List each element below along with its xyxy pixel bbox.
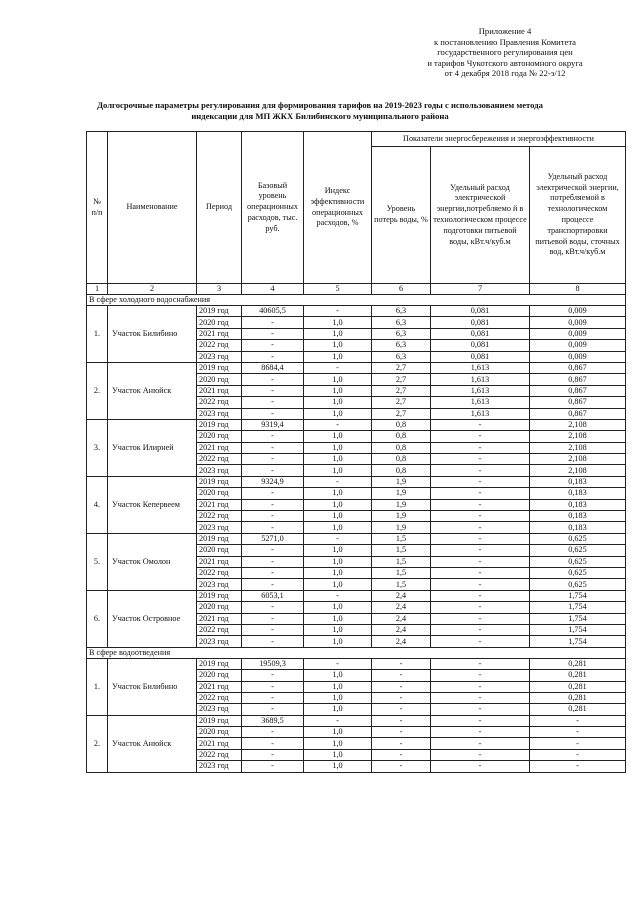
site-name: Участок Илирней [108,419,197,476]
base-costs-cell: - [242,624,304,635]
efficiency-index-cell: 1,0 [304,454,372,465]
water-loss-cell: 2,7 [372,374,431,385]
base-costs-cell: - [242,738,304,749]
base-costs-cell: - [242,465,304,476]
base-costs-cell: - [242,431,304,442]
water-loss-cell: - [372,692,431,703]
period-cell: 2021 год [197,385,242,396]
period-cell: 2021 год [197,738,242,749]
energy-drinking-cell: 1,613 [431,397,530,408]
appendix-line: государственного регулирования цен [437,47,573,58]
efficiency-index-cell: - [304,715,372,726]
period-cell: 2022 год [197,692,242,703]
energy-transport-cell: 0,009 [530,306,626,317]
period-cell: 2023 год [197,579,242,590]
energy-transport-cell: - [530,761,626,772]
energy-drinking-cell: - [431,636,530,647]
energy-transport-cell: 0,867 [530,397,626,408]
water-loss-cell: 2,4 [372,602,431,613]
period-cell: 2021 год [197,556,242,567]
site-name: Участок Островное [108,590,197,647]
water-loss-cell: - [372,704,431,715]
column-number: 4 [242,284,304,295]
water-loss-cell: 1,5 [372,533,431,544]
water-loss-cell: 1,5 [372,545,431,556]
period-cell: 2023 год [197,351,242,362]
period-cell: 2019 год [197,533,242,544]
energy-drinking-cell: - [431,499,530,510]
water-loss-cell: 2,4 [372,624,431,635]
efficiency-index-cell: 1,0 [304,567,372,578]
efficiency-index-cell: 1,0 [304,442,372,453]
water-loss-cell: 1,9 [372,488,431,499]
column-number: 3 [197,284,242,295]
efficiency-index-cell: 1,0 [304,545,372,556]
site-name: Участок Билибино [108,306,197,363]
water-loss-cell: 1,5 [372,567,431,578]
water-loss-cell: 0,8 [372,465,431,476]
water-loss-cell: 2,4 [372,636,431,647]
site-number: 3. [87,419,108,476]
energy-transport-cell: 0,625 [530,533,626,544]
section-header-row [87,295,626,306]
site-number: 2. [87,362,108,419]
column-number: 7 [431,284,530,295]
table-row [87,658,626,669]
base-costs-cell: - [242,385,304,396]
water-loss-cell: 6,3 [372,340,431,351]
energy-transport-cell: 2,108 [530,465,626,476]
column-number: 6 [372,284,431,295]
efficiency-index-cell: - [304,476,372,487]
base-costs-cell: - [242,681,304,692]
column-number: 1 [87,284,108,295]
efficiency-index-cell: 1,0 [304,761,372,772]
water-loss-cell: 6,3 [372,351,431,362]
base-costs-cell: - [242,442,304,453]
efficiency-index-cell: 1,0 [304,385,372,396]
section-title: В сфере холодного водоснабжения [87,295,626,306]
energy-drinking-cell: 0,081 [431,306,530,317]
energy-drinking-cell: - [431,738,530,749]
energy-drinking-cell: - [431,692,530,703]
header-name: Наименование [108,132,197,284]
base-costs-cell: - [242,522,304,533]
base-costs-cell: - [242,579,304,590]
appendix-block [400,26,610,79]
base-costs-cell: - [242,692,304,703]
period-cell: 2023 год [197,761,242,772]
energy-drinking-cell: - [431,454,530,465]
energy-drinking-cell: - [431,488,530,499]
base-costs-cell: - [242,340,304,351]
table-row [87,533,626,544]
period-cell: 2023 год [197,465,242,476]
site-name: Участок Кепервеем [108,476,197,533]
energy-transport-cell: 1,754 [530,624,626,635]
appendix-line: от 4 декабря 2018 года № 22-э/12 [444,68,566,79]
base-costs-cell: - [242,545,304,556]
energy-transport-cell: 0,281 [530,704,626,715]
water-loss-cell: 6,3 [372,306,431,317]
energy-transport-cell: 0,867 [530,408,626,419]
efficiency-index-cell: 1,0 [304,340,372,351]
energy-drinking-cell: - [431,442,530,453]
water-loss-cell: 1,9 [372,522,431,533]
base-costs-cell: 6053,1 [242,590,304,601]
water-loss-cell: 2,7 [372,385,431,396]
site-name: Участок Анюйск [108,362,197,419]
efficiency-index-cell: 1,0 [304,602,372,613]
header-water-loss: Уровень потерь воды, % [372,147,431,284]
water-loss-cell: - [372,715,431,726]
efficiency-index-cell: 1,0 [304,328,372,339]
energy-transport-cell: 0,183 [530,522,626,533]
energy-drinking-cell: - [431,511,530,522]
energy-transport-cell: - [530,749,626,760]
period-cell: 2020 год [197,670,242,681]
column-number: 2 [108,284,197,295]
energy-transport-cell: 0,183 [530,499,626,510]
energy-transport-cell: 0,625 [530,545,626,556]
base-costs-cell: 8684,4 [242,362,304,373]
water-loss-cell: 1,9 [372,476,431,487]
energy-drinking-cell: - [431,681,530,692]
energy-drinking-cell: - [431,727,530,738]
water-loss-cell: 0,8 [372,454,431,465]
title-line: индексации для МП ЖКХ Билибинского муниципального района [191,110,449,121]
appendix-line: к постановлению Правления Комитета [433,36,576,47]
energy-drinking-cell: - [431,465,530,476]
water-loss-cell: 2,4 [372,590,431,601]
energy-drinking-cell: - [431,567,530,578]
energy-transport-cell: 2,108 [530,454,626,465]
energy-transport-cell: 2,108 [530,431,626,442]
column-numbers-row [87,284,626,295]
base-costs-cell: 19509,3 [242,658,304,669]
header-energy-group: Показатели энергосбережения и энергоэффективности [372,132,626,147]
energy-transport-cell: 0,281 [530,692,626,703]
energy-transport-cell: 0,625 [530,567,626,578]
base-costs-cell: - [242,613,304,624]
energy-transport-cell: 0,009 [530,328,626,339]
energy-transport-cell: 0,009 [530,340,626,351]
energy-transport-cell: 0,867 [530,374,626,385]
table-row [87,590,626,601]
efficiency-index-cell: 1,0 [304,488,372,499]
site-number: 1. [87,306,108,363]
period-cell: 2020 год [197,545,242,556]
efficiency-index-cell: 1,0 [304,408,372,419]
energy-transport-cell: 0,183 [530,476,626,487]
appendix-line: Приложение 4 [478,26,532,36]
energy-drinking-cell: - [431,613,530,624]
water-loss-cell: - [372,681,431,692]
base-costs-cell: - [242,351,304,362]
period-cell: 2019 год [197,715,242,726]
water-loss-cell: - [372,738,431,749]
site-number: 2. [87,715,108,772]
efficiency-index-cell: 1,0 [304,738,372,749]
water-loss-cell: 0,8 [372,419,431,430]
efficiency-index-cell: 1,0 [304,636,372,647]
efficiency-index-cell: 1,0 [304,579,372,590]
energy-drinking-cell: 0,081 [431,317,530,328]
column-number: 8 [530,284,626,295]
base-costs-cell: - [242,397,304,408]
energy-drinking-cell: - [431,579,530,590]
energy-transport-cell: 0,281 [530,681,626,692]
period-cell: 2020 год [197,317,242,328]
water-loss-cell: 1,9 [372,511,431,522]
efficiency-index-cell: 1,0 [304,351,372,362]
water-loss-cell: 2,7 [372,362,431,373]
efficiency-index-cell: 1,0 [304,522,372,533]
energy-drinking-cell: - [431,476,530,487]
period-cell: 2023 год [197,522,242,533]
energy-drinking-cell: - [431,761,530,772]
efficiency-index-cell: 1,0 [304,670,372,681]
energy-drinking-cell: 0,081 [431,351,530,362]
period-cell: 2023 год [197,636,242,647]
period-cell: 2021 год [197,442,242,453]
period-cell: 2021 год [197,499,242,510]
water-loss-cell: 1,9 [372,499,431,510]
table-row [87,715,626,726]
base-costs-cell: 3689,5 [242,715,304,726]
efficiency-index-cell: 1,0 [304,692,372,703]
efficiency-index-cell: 1,0 [304,317,372,328]
site-number: 6. [87,590,108,647]
efficiency-index-cell: - [304,590,372,601]
header-num: № п/п [87,132,108,284]
period-cell: 2020 год [197,431,242,442]
period-cell: 2023 год [197,704,242,715]
base-costs-cell: - [242,499,304,510]
period-cell: 2020 год [197,488,242,499]
efficiency-index-cell: - [304,362,372,373]
site-name: Участок Анюйск [108,715,197,772]
energy-transport-cell: 0,867 [530,362,626,373]
energy-drinking-cell: 1,613 [431,374,530,385]
water-loss-cell: - [372,658,431,669]
energy-transport-cell: 0,625 [530,579,626,590]
header-energy-transport: Удельный расход электрической энергии, потребляемой в технологическом процессе транспортировки питьевой воды, сточных вод, кВт.ч/куб.м [530,147,626,284]
base-costs-cell: 40605,5 [242,306,304,317]
energy-drinking-cell: - [431,533,530,544]
energy-drinking-cell: 1,613 [431,385,530,396]
document-title [78,100,562,121]
base-costs-cell: - [242,636,304,647]
energy-transport-cell: 1,754 [530,602,626,613]
section-title: В сфере водоотведения [87,647,626,658]
period-cell: 2021 год [197,681,242,692]
period-cell: 2023 год [197,408,242,419]
water-loss-cell: 2,4 [372,613,431,624]
water-loss-cell: 2,7 [372,397,431,408]
period-cell: 2022 год [197,624,242,635]
energy-drinking-cell: - [431,602,530,613]
water-loss-cell: - [372,727,431,738]
period-cell: 2020 год [197,374,242,385]
water-loss-cell: 6,3 [372,328,431,339]
energy-transport-cell: 1,754 [530,590,626,601]
table-row [87,476,626,487]
energy-transport-cell: 1,754 [530,636,626,647]
energy-drinking-cell: - [431,590,530,601]
period-cell: 2019 год [197,306,242,317]
water-loss-cell: - [372,761,431,772]
energy-transport-cell: 0,009 [530,351,626,362]
energy-drinking-cell: - [431,749,530,760]
water-loss-cell: 0,8 [372,431,431,442]
period-cell: 2022 год [197,397,242,408]
header-efficiency-index: Индекс эффективности операционных расходов, % [304,132,372,284]
table-row [87,419,626,430]
period-cell: 2019 год [197,362,242,373]
base-costs-cell: - [242,727,304,738]
efficiency-index-cell: 1,0 [304,556,372,567]
efficiency-index-cell: 1,0 [304,431,372,442]
title-line: Долгосрочные параметры регулирования для формирования тарифов на 2019-2023 годы с использованием метода [97,100,543,110]
energy-drinking-cell: 1,613 [431,362,530,373]
energy-transport-cell: 0,867 [530,385,626,396]
energy-drinking-cell: 0,081 [431,328,530,339]
site-number: 4. [87,476,108,533]
energy-transport-cell: 0,281 [530,670,626,681]
period-cell: 2019 год [197,476,242,487]
period-cell: 2019 год [197,658,242,669]
column-number: 5 [304,284,372,295]
energy-transport-cell: 2,108 [530,442,626,453]
energy-transport-cell: 1,754 [530,613,626,624]
base-costs-cell: 9324,9 [242,476,304,487]
base-costs-cell: - [242,556,304,567]
base-costs-cell: - [242,488,304,499]
energy-drinking-cell: - [431,545,530,556]
base-costs-cell: 9319,4 [242,419,304,430]
water-loss-cell: 0,8 [372,442,431,453]
site-name: Участок Билибино [108,658,197,715]
header-energy-drinking: Удельный расход электрической энергии,потребляемо й в технологическом процессе подготовки питьевой воды, кВт.ч/куб.м [431,147,530,284]
energy-transport-cell: 0,183 [530,511,626,522]
efficiency-index-cell: - [304,658,372,669]
period-cell: 2020 год [197,727,242,738]
efficiency-index-cell: 1,0 [304,613,372,624]
period-cell: 2022 год [197,511,242,522]
water-loss-cell: - [372,670,431,681]
base-costs-cell: - [242,328,304,339]
energy-transport-cell: - [530,738,626,749]
site-number: 1. [87,658,108,715]
efficiency-index-cell: - [304,306,372,317]
period-cell: 2021 год [197,613,242,624]
base-costs-cell: - [242,408,304,419]
efficiency-index-cell: 1,0 [304,704,372,715]
water-loss-cell: 2,7 [372,408,431,419]
base-costs-cell: - [242,761,304,772]
efficiency-index-cell: 1,0 [304,624,372,635]
section-header-row [87,647,626,658]
base-costs-cell: - [242,317,304,328]
table-row [87,362,626,373]
appendix-line: и тарифов Чукотского автономного округа [427,57,583,68]
energy-drinking-cell: 0,081 [431,340,530,351]
period-cell: 2019 год [197,590,242,601]
efficiency-index-cell: 1,0 [304,511,372,522]
energy-transport-cell: - [530,715,626,726]
period-cell: 2022 год [197,567,242,578]
energy-drinking-cell: - [431,431,530,442]
parameters-table [86,131,626,773]
water-loss-cell: 1,5 [372,579,431,590]
efficiency-index-cell: 1,0 [304,499,372,510]
water-loss-cell: 6,3 [372,317,431,328]
efficiency-index-cell: 1,0 [304,749,372,760]
period-cell: 2020 год [197,602,242,613]
base-costs-cell: - [242,602,304,613]
efficiency-index-cell: 1,0 [304,397,372,408]
energy-transport-cell: - [530,727,626,738]
base-costs-cell: - [242,670,304,681]
efficiency-index-cell: 1,0 [304,374,372,385]
site-number: 5. [87,533,108,590]
period-cell: 2019 год [197,419,242,430]
header-period: Период [197,132,242,284]
energy-drinking-cell: - [431,658,530,669]
efficiency-index-cell: 1,0 [304,681,372,692]
base-costs-cell: - [242,454,304,465]
energy-drinking-cell: - [431,419,530,430]
base-costs-cell: - [242,749,304,760]
base-costs-cell: 5271,0 [242,533,304,544]
water-loss-cell: - [372,749,431,760]
efficiency-index-cell: 1,0 [304,465,372,476]
energy-transport-cell: 0,009 [530,317,626,328]
base-costs-cell: - [242,704,304,715]
table-row [87,306,626,317]
energy-drinking-cell: 1,613 [431,408,530,419]
energy-drinking-cell: - [431,624,530,635]
efficiency-index-cell: - [304,419,372,430]
energy-transport-cell: 0,281 [530,658,626,669]
energy-transport-cell: 0,625 [530,556,626,567]
energy-drinking-cell: - [431,556,530,567]
water-loss-cell: 1,5 [372,556,431,567]
efficiency-index-cell: - [304,533,372,544]
efficiency-index-cell: 1,0 [304,727,372,738]
energy-drinking-cell: - [431,704,530,715]
energy-drinking-cell: - [431,670,530,681]
period-cell: 2022 год [197,340,242,351]
period-cell: 2022 год [197,454,242,465]
base-costs-cell: - [242,511,304,522]
energy-drinking-cell: - [431,522,530,533]
energy-drinking-cell: - [431,715,530,726]
site-name: Участок Омолон [108,533,197,590]
period-cell: 2021 год [197,328,242,339]
period-cell: 2022 год [197,749,242,760]
base-costs-cell: - [242,567,304,578]
energy-transport-cell: 2,108 [530,419,626,430]
header-base-costs: Базовый уровень операционных расходов, тыс. руб. [242,132,304,284]
energy-transport-cell: 0,183 [530,488,626,499]
base-costs-cell: - [242,374,304,385]
